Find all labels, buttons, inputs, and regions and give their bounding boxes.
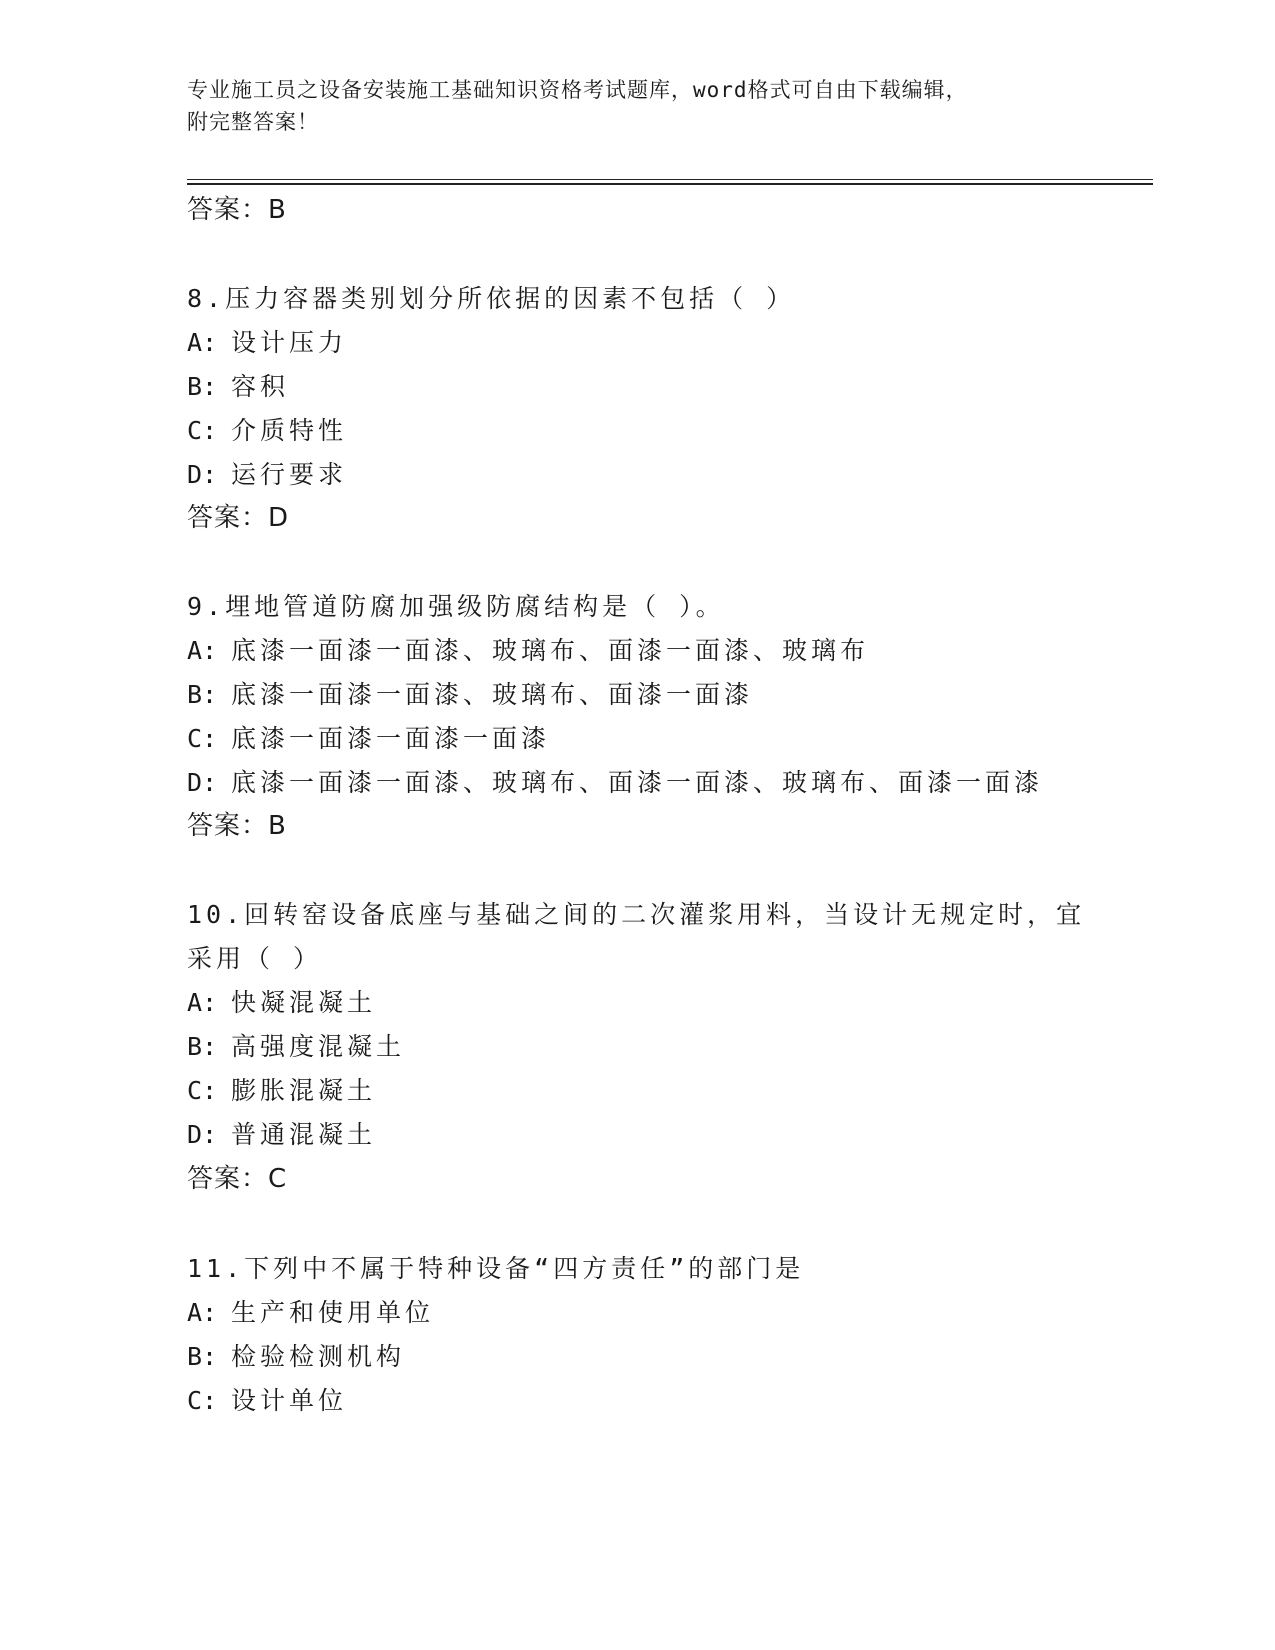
option-label: B: <box>187 1032 218 1061</box>
question-11-option-b <box>187 1340 405 1374</box>
option-text: 设计压力 <box>231 328 348 357</box>
option-label: D: <box>187 460 218 489</box>
header-rule-thin <box>187 179 1153 180</box>
question-10-stem-line-2: 采用（ ） <box>187 944 323 973</box>
question-8-stem: 8.压力容器类别划分所依据的因素不包括（ ） <box>187 284 796 313</box>
question-10-option-d <box>187 1118 376 1152</box>
option-text: 底漆一面漆一面漆一面漆 <box>231 724 551 753</box>
header-line-2: 附完整答案！ <box>187 110 319 134</box>
question-10-stem-line-1: 10.回转窑设备底座与基础之间的二次灌浆用料，当设计无规定时，宜 <box>187 900 1086 929</box>
option-text: 运行要求 <box>231 460 348 489</box>
option-label: C: <box>187 1076 218 1105</box>
option-label: D: <box>187 768 218 797</box>
option-text: 设计单位 <box>231 1386 348 1415</box>
question-10-option-c <box>187 1074 376 1108</box>
question-9-option-c <box>187 722 550 756</box>
option-label: C: <box>187 724 218 753</box>
option-text: 底漆一面漆一面漆、玻璃布、面漆一面漆 <box>231 680 754 709</box>
option-label: A: <box>187 328 218 357</box>
option-text: 快凝混凝土 <box>231 988 377 1017</box>
option-label: B: <box>187 1342 218 1371</box>
question-9-option-a <box>187 634 869 668</box>
option-text: 底漆一面漆一面漆、玻璃布、面漆一面漆、玻璃布、面漆一面漆 <box>231 768 1044 797</box>
question-8-option-c <box>187 414 347 448</box>
option-text: 生产和使用单位 <box>231 1298 435 1327</box>
question-10-option-b <box>187 1030 405 1064</box>
question-10-option-a <box>187 986 376 1020</box>
question-10-answer: 答案：C <box>187 1164 288 1194</box>
question-8-answer: 答案：D <box>187 503 290 533</box>
question-9-option-d <box>187 766 1043 800</box>
option-label: D: <box>187 1120 218 1149</box>
question-9-answer: 答案：B <box>187 811 287 841</box>
question-11-option-a <box>187 1296 434 1330</box>
document-header <box>187 74 1087 138</box>
question-8-option-b <box>187 370 289 404</box>
option-text: 高强度混凝土 <box>231 1032 406 1061</box>
option-text: 底漆一面漆一面漆、玻璃布、面漆一面漆、玻璃布 <box>231 636 870 665</box>
question-8-option-a <box>187 326 347 360</box>
question-9-stem: 9.埋地管道防腐加强级防腐结构是（ ）。 <box>187 592 725 621</box>
option-label: A: <box>187 988 218 1017</box>
option-label: B: <box>187 680 218 709</box>
option-label: C: <box>187 1386 218 1415</box>
question-11-stem: 11.下列中不属于特种设备“四方责任”的部门是 <box>187 1254 805 1283</box>
option-label: C: <box>187 416 218 445</box>
header-line-1: 专业施工员之设备安装施工基础知识资格考试题库，word格式可自由下载编辑， <box>187 78 968 102</box>
option-label: B: <box>187 372 218 401</box>
option-text: 膨胀混凝土 <box>231 1076 377 1105</box>
option-text: 普通混凝土 <box>231 1120 377 1149</box>
option-label: A: <box>187 1298 218 1327</box>
header-rule-thick <box>187 183 1153 185</box>
option-text: 检验检测机构 <box>231 1342 406 1371</box>
question-11-option-c <box>187 1384 347 1418</box>
option-label: A: <box>187 636 218 665</box>
option-text: 介质特性 <box>231 416 348 445</box>
question-9-option-b <box>187 678 753 712</box>
question-8-option-d <box>187 458 347 492</box>
option-text: 容积 <box>231 372 290 401</box>
answer-previous: 答案：B <box>187 195 287 225</box>
